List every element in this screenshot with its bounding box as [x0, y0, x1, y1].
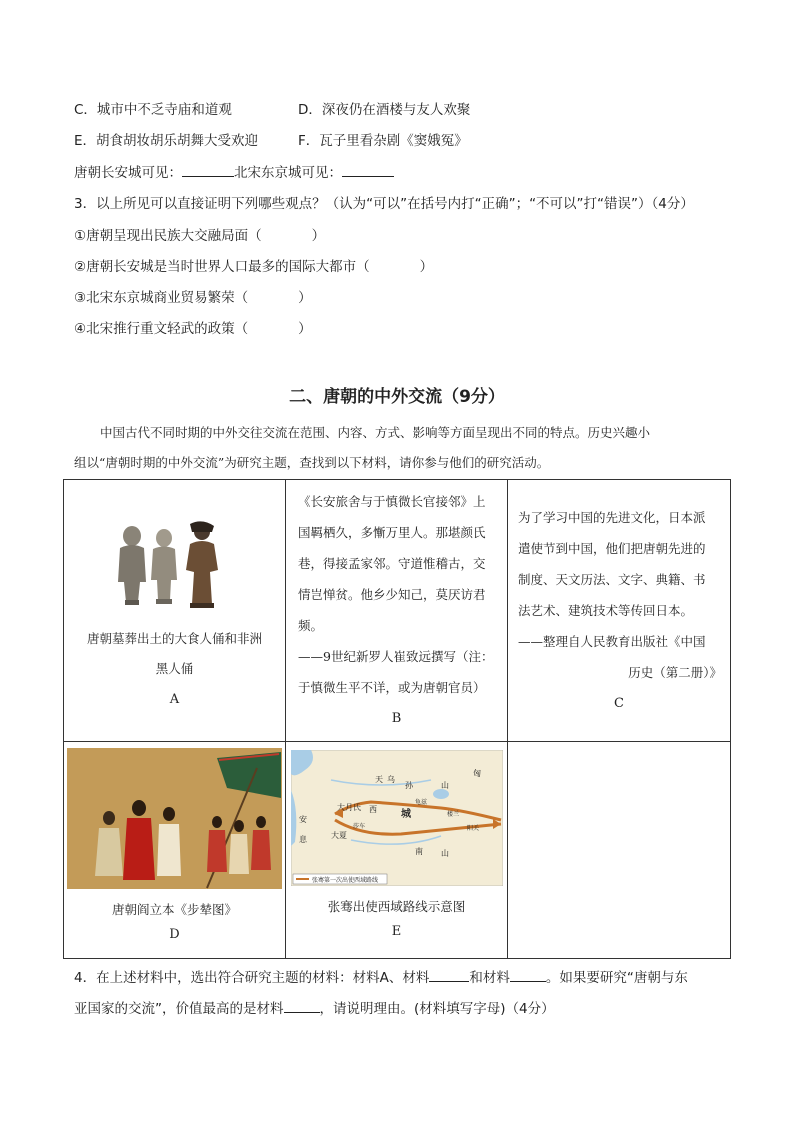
option-d: D．深夜仍在酒楼与友人欢聚 [298, 102, 471, 118]
material-b-line: 《长安旅舍与于慎微长官接邻》上 [298, 494, 486, 509]
map-label: 山 [440, 781, 449, 790]
q3-prompt: 3．以上所见可以直接证明下列哪些观点？（认为“可以”在括号内打“正确”；“不可以”打“错误”）（4分） [74, 196, 694, 212]
material-a-caption-2: 黑人俑 [155, 661, 194, 676]
option-f: F．瓦子里看杂剧《窦娥冤》 [298, 133, 468, 149]
painting-image [67, 748, 282, 889]
tang-blank[interactable] [182, 176, 234, 177]
song-blank[interactable] [342, 176, 394, 177]
material-e-letter: E [391, 924, 402, 939]
map-label: 大夏 [330, 831, 347, 840]
material-c-source: 历史（第二册）》 [628, 665, 722, 680]
q3-item-2: ②唐朝长安城是当时世界人口最多的国际大都市（ ） [74, 259, 434, 275]
intro-line-1: 中国古代不同时期的中外交往交流在范围、内容、方式、影响等方面呈现出不同的特点。历史兴趣小 [100, 425, 651, 440]
material-c-line: 制度、天文历法、文字、典籍、书 [518, 572, 706, 587]
song-label: 北宋东京城可见： [234, 165, 342, 181]
material-d-caption: 唐朝阎立本《步辇图》 [111, 902, 237, 917]
q4-blank-3[interactable] [284, 1012, 320, 1013]
map-label: 安 [298, 815, 307, 824]
section-title: 二、唐朝的中外交流（9分） [289, 387, 505, 407]
map-label: 天 [374, 775, 383, 784]
tang-label: 唐朝长安城可见： [74, 165, 182, 181]
map-label: 匈 [472, 769, 481, 778]
material-b-line: 频。 [298, 618, 324, 633]
map-label: 南 [414, 847, 423, 856]
material-c-cell [508, 480, 731, 742]
material-a-letter: A [169, 692, 180, 707]
map-legend: 张骞第一次出使西域路线 [311, 877, 378, 884]
material-b-line: ——9世纪新罗人崔致远撰写（注： [298, 649, 494, 664]
map-label: 西 [368, 805, 377, 814]
fill-line [74, 163, 394, 183]
material-a-cell [64, 480, 286, 742]
q3-item-4: ④北宋推行重文轻武的政策（ ） [74, 321, 312, 337]
section-intro [74, 418, 734, 478]
material-c-line: ——整理自人民教育出版社《中国 [518, 634, 706, 649]
material-b-text [286, 480, 507, 703]
map-label: 山 [440, 849, 449, 858]
map-label: 楼兰 [446, 811, 459, 818]
material-c-line: 为了学习中国的先进文化，日本派 [518, 510, 706, 525]
material-c-line: 遣使节到中国，他们把唐朝先进的 [518, 541, 706, 556]
route-map-image [291, 750, 503, 886]
material-c-text [508, 480, 730, 688]
map-label: 乌 [386, 775, 395, 784]
materials-table [63, 479, 731, 959]
material-b-letter: B [391, 711, 402, 726]
q3-item-3: ③北宋东京城商业贸易繁荣（ ） [74, 290, 312, 306]
map-label: 孙 [404, 781, 413, 790]
material-d-letter: D [169, 927, 180, 942]
q4-blank-2[interactable] [510, 981, 546, 982]
map-label: 大月氏 [336, 803, 361, 812]
map-label: 阳关 [466, 825, 479, 832]
figurines-image [110, 520, 240, 610]
map-label: 城 [400, 809, 411, 820]
empty-cell [508, 742, 731, 959]
material-b-cell [286, 480, 508, 742]
option-e: E．胡食胡妆胡乐胡舞大受欢迎 [74, 133, 259, 149]
map-label: 息 [298, 835, 307, 844]
material-d-cell [64, 742, 286, 959]
q3-item-1: ①唐朝呈现出民族大交融局面（ ） [74, 228, 326, 244]
material-b-line: 巷，得接孟家邻。守道惟稽古，交 [298, 556, 486, 571]
material-b-line: 情岂惮贫。他乡少知己，莫厌访君 [298, 587, 486, 602]
material-c-letter: C [614, 696, 624, 711]
material-b-line: 国羁栖久，多慚万里人。那堪颜氏 [298, 525, 486, 540]
q4-line-1: 4．在上述材料中，选出符合研究主题的材料：材料A、材料 和材料 。如果要研究“唐朝与东 [74, 970, 688, 986]
material-e-caption: 张骞出使西域路线示意图 [327, 899, 466, 914]
intro-line-2: 组以“唐朝时期的中外交流”为研究主题，查找到以下材料，请你参与他们的研究活动。 [74, 455, 550, 470]
material-e-cell [286, 742, 508, 959]
map-label: 龟兹 [414, 799, 427, 806]
map-label: 莎车 [352, 823, 365, 830]
material-a-caption-1: 唐朝墓葬出土的大食人俑和非洲 [86, 631, 262, 646]
option-c: C．城市中不乏寺庙和道观 [74, 102, 232, 118]
q4-line-2: 亚国家的交流”，价值最高的是材料 ，请说明理由。(材料填写字母)（4分） [74, 1001, 555, 1017]
material-b-line: 于慎微生平不详，或为唐朝官员） [298, 680, 486, 695]
material-c-line: 法艺术、建筑技术等传回日本。 [518, 603, 694, 618]
q4-blank-1[interactable] [429, 981, 469, 982]
